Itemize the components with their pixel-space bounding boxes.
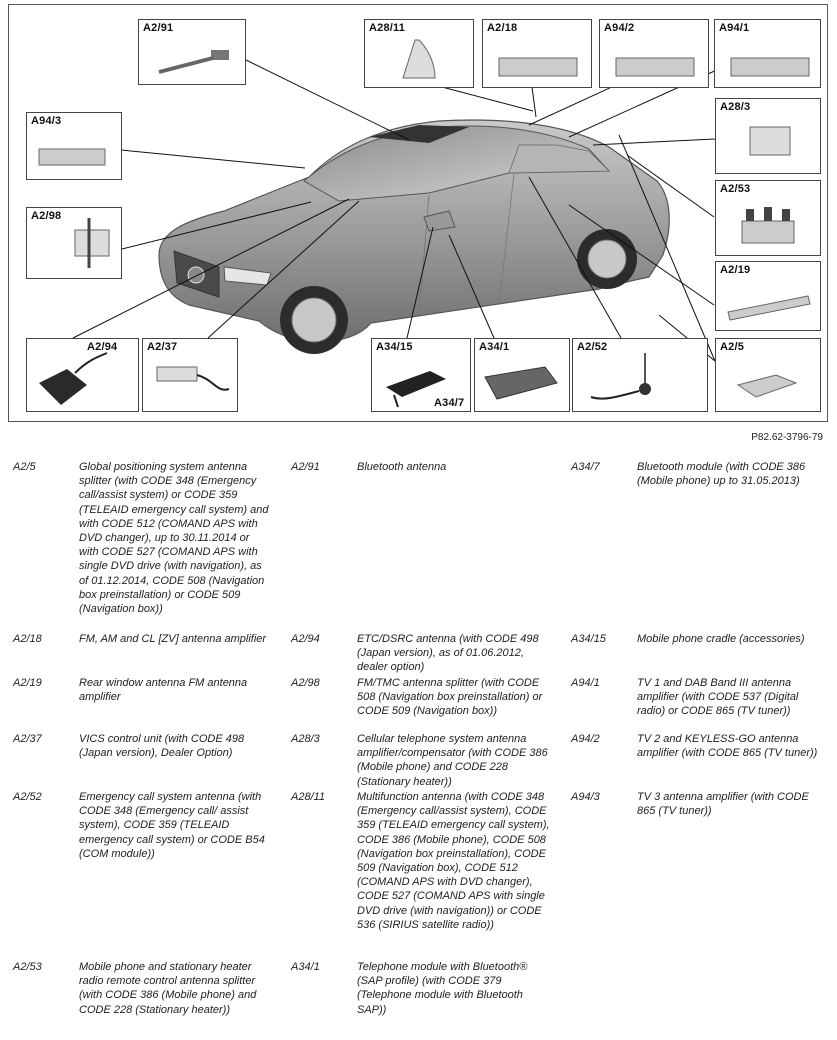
callout-label: A2/98 — [31, 210, 62, 222]
legend-description: FM/TMC antenna splitter (with CODE 508 (Navigation box preinstallation) or CODE 509 (Navigation box)) — [357, 677, 543, 718]
callout-a2-94 — [26, 338, 139, 412]
legend-code: A2/94 — [291, 633, 320, 645]
legend-code: A94/1 — [571, 677, 600, 689]
legend-code: A2/53 — [13, 961, 42, 973]
callout-a2-37 — [142, 338, 238, 412]
legend-code: A28/3 — [291, 733, 320, 745]
figure-reference: P82.62-3796-79 — [751, 432, 823, 443]
callout-label: A2/53 — [720, 183, 751, 195]
callout-label-secondary: A34/7 — [434, 397, 465, 409]
callout-a2-18 — [482, 19, 592, 88]
legend-description: VICS control unit (with CODE 498 (Japan version), Dealer Option) — [79, 733, 245, 760]
callout-label: A2/5 — [720, 341, 745, 353]
callout-a34-15 — [371, 338, 471, 412]
legend-code: A2/37 — [13, 733, 42, 745]
legend-code: A2/98 — [291, 677, 320, 689]
legend-description: TV 2 and KEYLESS-GO antenna amplifier (with CODE 865 (TV tuner)) — [637, 733, 818, 760]
legend-code: A2/91 — [291, 461, 320, 473]
callout-label: A94/2 — [604, 22, 635, 34]
callout-label: A34/1 — [479, 341, 510, 353]
legend-description: Cellular telephone system antenna amplifier/compensator (with CODE 386 (Mobile phone) and CODE 228 (Stationary heater)) — [357, 733, 548, 788]
callout-a94-2 — [599, 19, 709, 88]
callout-a2-98 — [26, 207, 122, 279]
callout-label: A2/19 — [720, 264, 751, 276]
legend-code: A94/2 — [571, 733, 600, 745]
callout-label: A2/52 — [577, 341, 608, 353]
callout-a2-19 — [715, 261, 821, 331]
callout-label: A28/3 — [720, 101, 751, 113]
callout-a34-1 — [474, 338, 570, 412]
callout-label: A28/11 — [369, 22, 406, 34]
legend-description: FM, AM and CL [ZV] antenna amplifier — [79, 633, 267, 645]
legend-code: A34/7 — [571, 461, 600, 473]
legend-code: A94/3 — [571, 791, 600, 803]
legend-description: Multifunction antenna (with CODE 348 (Emergency call/assist system), CODE 359 (TELEAID emergency call system), CODE 386 (Mobile phone), CODE 508 (Navigation box preinstallation), CODE 509 (Navigation box), CODE 512 (COMAND APS with DVD changer), CODE 527 (COMAND APS with single DVD drive (with navigation)) or CODE 536 (SIRIUS satellite radio)) — [357, 791, 550, 931]
legend-description: Mobile phone and stationary heater radio remote control antenna splitter (with CODE 386 (Mobile phone) and CODE 228 (Stationary heater)) — [79, 961, 257, 1016]
legend-description: Bluetooth antenna — [357, 461, 447, 473]
callout-label: A94/3 — [31, 115, 62, 127]
legend-description: Rear window antenna FM antenna amplifier — [79, 677, 248, 704]
legend-description: Mobile phone cradle (accessories) — [637, 633, 805, 645]
legend-code: A2/19 — [13, 677, 42, 689]
legend-code: A34/15 — [571, 633, 606, 645]
legend-code: A2/5 — [13, 461, 36, 473]
callout-a2-91 — [138, 19, 246, 85]
callout-a2-52 — [572, 338, 708, 412]
callout-a94-3 — [26, 112, 122, 180]
callout-label: A2/18 — [487, 22, 518, 34]
legend-code: A2/52 — [13, 791, 42, 803]
component-location-figure — [8, 4, 828, 422]
callout-a28-3 — [715, 98, 821, 174]
legend-code: A34/1 — [291, 961, 320, 973]
legend-description: Emergency call system antenna (with CODE 348 (Emergency call/ assist system), CODE 359 (TELEAID emergency call system) or CODE B54 (COM module)) — [79, 791, 265, 860]
callout-label: A34/15 — [376, 341, 413, 353]
legend-description: TV 3 antenna amplifier (with CODE 865 (TV tuner)) — [637, 791, 809, 818]
legend-description: Bluetooth module (with CODE 386 (Mobile phone) up to 31.05.2013) — [637, 461, 806, 488]
legend-code: A28/11 — [291, 791, 326, 803]
callout-a28-11 — [364, 19, 474, 88]
legend-code: A2/18 — [13, 633, 42, 645]
etc-antenna-icon — [27, 339, 140, 413]
legend-description: Telephone module with Bluetooth® (SAP profile) (with CODE 379 (Telephone module with Bluetooth SAP)) — [357, 961, 528, 1016]
callout-label: A94/1 — [719, 22, 750, 34]
legend-description: Global positioning system antenna splitter (with CODE 348 (Emergency call/assist system) or CODE 359 (TELEAID emergency call system) and with CODE 512 (COMAND APS with DVD changer), up to 30.11.2014 or with CODE 527 (COMAND APS with single DVD drive (with navigation), as of 01.12.2014, CODE 508 (Navigation box preinstallation) or CODE 509 (Navigation box)) — [79, 461, 269, 616]
callout-label: A2/94 — [87, 341, 118, 353]
legend-description: ETC/DSRC antenna (with CODE 498 (Japan version), as of 01.06.2012, dealer option) — [357, 633, 539, 674]
callout-a94-1 — [714, 19, 821, 88]
legend-description: TV 1 and DAB Band III antenna amplifier (with CODE 537 (Digital radio) or CODE 865 (TV tuner)) — [637, 677, 799, 718]
callout-a2-5 — [715, 338, 821, 412]
callout-label: A2/37 — [147, 341, 178, 353]
callout-label: A2/91 — [143, 22, 174, 34]
callout-a2-53 — [715, 180, 821, 256]
